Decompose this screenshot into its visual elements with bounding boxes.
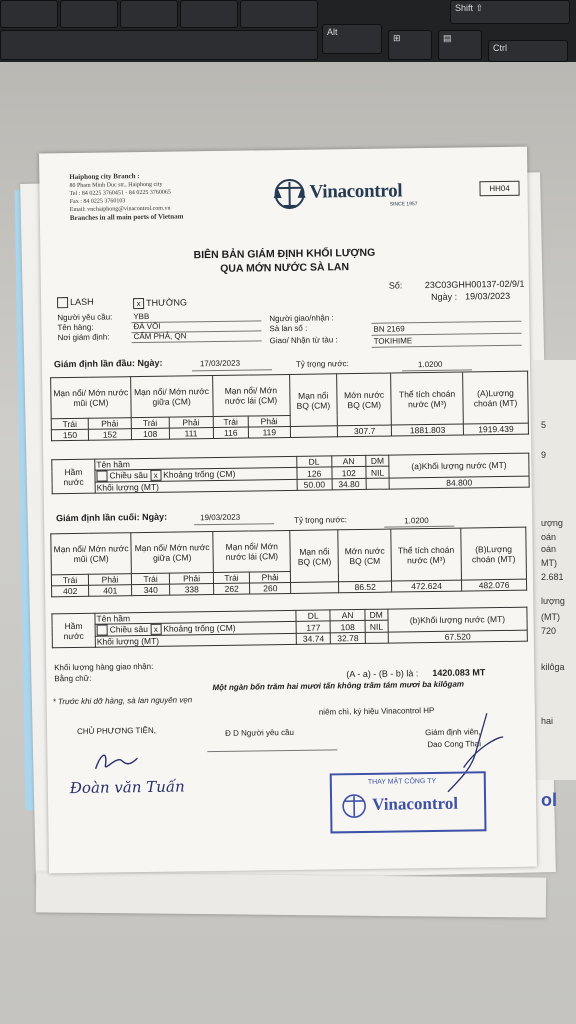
last-date: 19/03/2023 [200, 512, 241, 523]
sub-header: Trái [213, 416, 249, 427]
spacebar [0, 30, 318, 60]
value-cell: 260 [250, 582, 292, 594]
sub-header: Phải [248, 415, 289, 427]
sub-header: Trái [131, 417, 169, 429]
ctrl-key: Ctrl [488, 40, 568, 62]
hold-title: Hầm nước [52, 613, 95, 648]
sub-header: Trái [132, 573, 170, 585]
thuong-option: x THƯỜNG [133, 297, 187, 309]
side-sheet-strip [533, 360, 576, 810]
scale-icon [340, 793, 368, 819]
first-density: 1.0200 [417, 359, 443, 370]
last-density-label: Tỷ trọng nước: [294, 515, 348, 525]
hold-mass [366, 478, 389, 489]
first-density-label: Tỷ trọng nước: [295, 359, 349, 369]
col-header: DL [297, 456, 332, 467]
hold-name-label: Tên hầm [95, 610, 296, 624]
value-cell: 401 [89, 585, 132, 597]
side-text: (MT) [541, 612, 560, 622]
report-date: 19/03/2023 [464, 290, 511, 302]
lash-checkbox [57, 297, 68, 308]
hold-mass-label: Khối lượng (MT) [95, 480, 297, 494]
depth-checkbox [96, 471, 107, 482]
note-line2: niêm chì, ký hiệu Vinacontrol HP [318, 705, 435, 717]
alt-key: Alt [322, 24, 382, 54]
header-cell: Thể tích choán nước (M³) [391, 528, 462, 581]
header-cell: (A)Lượng choán (MT) [463, 371, 529, 424]
side-text: oán [541, 532, 557, 542]
value-cell: 119 [249, 426, 290, 438]
last-hold-table [51, 607, 527, 649]
shift-key: Shift ⇧ [450, 0, 570, 24]
hold-value: 126 [297, 467, 332, 480]
deliverer-label: Người giao/nhận : [269, 313, 334, 324]
hold-mass [365, 632, 388, 643]
value-cell: 340 [132, 584, 170, 596]
value-cell: 472.624 [391, 580, 461, 592]
value-cell: 262 [214, 583, 250, 594]
owner-signature [87, 746, 147, 775]
vinacontrol-logo: Vinacontrol SINCE 1957 [271, 176, 441, 212]
first-date: 17/03/2023 [199, 358, 241, 369]
key [240, 0, 318, 28]
side-text: ượng [541, 518, 563, 528]
header-cell: Mạn nổi/ Mớn nước lái (CM) [213, 530, 291, 572]
side-text: MT) [541, 558, 557, 568]
handwritten-name: Đoàn văn Tuấn [69, 777, 185, 798]
hold-title: Hầm nước [52, 459, 95, 494]
header-cell: Mạn nổi/ Mớn nước lái (CM) [212, 374, 290, 416]
side-text: hai [541, 716, 554, 726]
col-header: AN [330, 609, 365, 620]
hold-mass-label: Khối lượng (MT) [95, 634, 296, 648]
hold-mass: 32.78 [331, 633, 366, 644]
side-text: 2.681 [541, 572, 564, 582]
ullage-checkbox: x [150, 470, 161, 481]
lash-option: LASH [57, 297, 94, 309]
key [180, 0, 238, 28]
keyboard-background [0, 0, 576, 62]
report-number: 23C03GHH00137-02/9/1 [424, 278, 525, 291]
hold-value: NIL [365, 620, 388, 633]
value-cell: 152 [88, 429, 131, 441]
branch-info: Haiphong city Branch : 80 Pham Minh Duc str., Haiphong city Tel : 84 0225 3760451 - 84 0225 3760065 Fax : 84 0225 3760103 Email: vnchaiphong@vinacontrol.com.vn Branches in all main ports of Vietnam [69, 172, 184, 223]
hold-measure-type: Chiều sâu x Khoảng trống (CM) [95, 621, 296, 636]
header-cell: Mạn nổi/ Mớn nước mũi (CM) [51, 377, 131, 419]
value-cell: 402 [52, 585, 89, 597]
hold-name-label: Tên hầm [95, 456, 297, 470]
side-text: kilôga [541, 662, 565, 672]
key [0, 0, 58, 28]
col-header: DM [365, 609, 388, 620]
hold-value: NIL [366, 466, 389, 479]
owner-label: CHỦ PHƯƠNG TIỆN, [77, 725, 157, 736]
sub-header: Phải [89, 574, 132, 586]
result-in-words: Một ngàn bốn trăm hai mươi tấn không trăm tám mươi ba kilôgam [212, 679, 465, 693]
hold-mass: 50.00 [297, 479, 332, 490]
value-cell [291, 582, 339, 594]
hold-mass: 34.80 [332, 479, 367, 490]
depth-checkbox [97, 625, 108, 636]
inspection-report [39, 147, 537, 874]
header-cell: Mớn nước BQ (CM) [337, 373, 392, 426]
underlying-sheet-bottom [36, 872, 546, 917]
location-value: CẨM PHẢ, QN [133, 331, 187, 342]
side-number: 9 [541, 450, 547, 460]
last-draft-table [50, 527, 527, 598]
inspector-label: Giám định viên, [425, 727, 481, 738]
first-draft-table [50, 371, 529, 442]
col-header: DL [296, 610, 331, 621]
report-title: BIÊN BẢN GIÁM ĐỊNH KHỐI LƯỢNG [193, 246, 376, 262]
cargo-value: ĐÁ VÔI [133, 321, 161, 332]
value-cell: 116 [213, 427, 249, 438]
thuong-checkbox: x [133, 298, 144, 309]
ullage-checkbox: x [150, 624, 161, 635]
value-cell: 307.7 [338, 425, 392, 437]
report-number-label: Số: [388, 280, 403, 291]
value-cell: 338 [170, 584, 214, 596]
requester-label: Người yêu cầu: [57, 312, 113, 323]
barge-label: Sà lan số : [269, 323, 308, 334]
hold-result: 84.800 [389, 476, 529, 489]
first-hold-table [51, 453, 529, 495]
header-cell: (B)Lượng choán (MT) [461, 527, 527, 580]
hold-result-label: (b)Khối lượng nước (MT) [388, 607, 528, 632]
result-label: Khối lượng hàng giao nhận: [54, 661, 154, 673]
result-formula: (A - a) - (B - b) là : [346, 668, 419, 680]
header-cell: Mạn nổi/ Mớn nước giữa (CM) [130, 376, 212, 418]
sub-header: Trái [51, 574, 88, 586]
header-cell: Mớn nước BQ (CM [338, 529, 391, 582]
vessel-label: Giao/ Nhận từ tàu : [269, 335, 338, 346]
report-subtitle: QUA MỚN NƯỚC SÀ LAN [220, 261, 350, 275]
sub-header: Phải [88, 418, 131, 430]
header-cell: Mạn nổi/ Mớn nước giữa (CM) [131, 532, 214, 574]
header-cell: Mạn nổi BQ (CM) [289, 374, 337, 427]
hold-result-label: (a)Khối lượng nước (MT) [389, 453, 529, 478]
header-cell: Thể tích choán nước (M³) [391, 372, 464, 425]
sub-header: Trái [213, 572, 249, 583]
header-cell: Mạn nổi/ Mớn nước mũi (CM) [51, 533, 132, 575]
sub-header: Phải [249, 571, 291, 583]
value-cell: 150 [51, 429, 88, 441]
location-label: Nơi giám định: [57, 332, 110, 343]
last-inspection-label: Giám định lần cuối: Ngày: [56, 511, 168, 524]
menu-key: ▤ [438, 30, 482, 60]
requester-value: YBB [133, 311, 150, 322]
vessel-value: TOKIHIME [373, 336, 413, 346]
words-label: Bằng chữ: [54, 673, 92, 684]
hold-value: 108 [330, 620, 365, 633]
form-code: HH04 [479, 181, 519, 197]
sub-header: Trái [51, 418, 88, 430]
company-stamp: THAY MẶT CÔNG TY Vinacontrol [330, 771, 487, 833]
last-density: 1.0200 [404, 516, 429, 526]
value-cell [290, 426, 338, 438]
side-text: 720 [541, 626, 557, 636]
cargo-label: Tên hàng: [57, 322, 94, 333]
header-cell: Mạn nổi BQ (CM) [290, 530, 339, 583]
sub-header: Phải [170, 573, 214, 585]
value-cell: 482.076 [461, 579, 526, 591]
value-cell: 108 [131, 428, 169, 440]
first-inspection-label: Giám định lần đầu: Ngày: [53, 357, 163, 370]
value-cell: 86.52 [339, 581, 392, 593]
note-line1: * Trước khi dỡ hàng, sà lan nguyên vẹn [52, 695, 193, 707]
value-cell: 1919.439 [463, 423, 528, 435]
inspector-name: Dao Cong Thai [427, 739, 482, 750]
value-cell: 1881.803 [392, 424, 464, 436]
result-value: 1420.083 MT [432, 667, 486, 679]
hold-measure-type: Chiều sâu x Khoảng trống (CM) [95, 467, 297, 482]
side-stamp-text: ol [541, 790, 557, 810]
windows-key: ⊞ [388, 30, 432, 60]
hold-value: 177 [296, 621, 331, 634]
hold-result: 67.520 [388, 630, 527, 643]
col-header: AN [331, 455, 366, 466]
report-date-label: Ngày : [430, 291, 458, 302]
scale-icon [271, 178, 307, 210]
hold-value: 102 [331, 466, 366, 479]
key [60, 0, 118, 28]
side-text: lượng [541, 596, 565, 606]
barge-value: BN 2169 [373, 324, 405, 334]
requester-sign-label: Đ D Người yêu cầu [225, 727, 295, 738]
side-text: oán [541, 544, 557, 554]
sub-header: Phải [169, 417, 213, 429]
side-number: 5 [541, 420, 547, 430]
hold-mass: 34.74 [296, 633, 331, 644]
key [120, 0, 178, 28]
value-cell: 111 [169, 428, 213, 440]
col-header: DM [366, 455, 389, 466]
